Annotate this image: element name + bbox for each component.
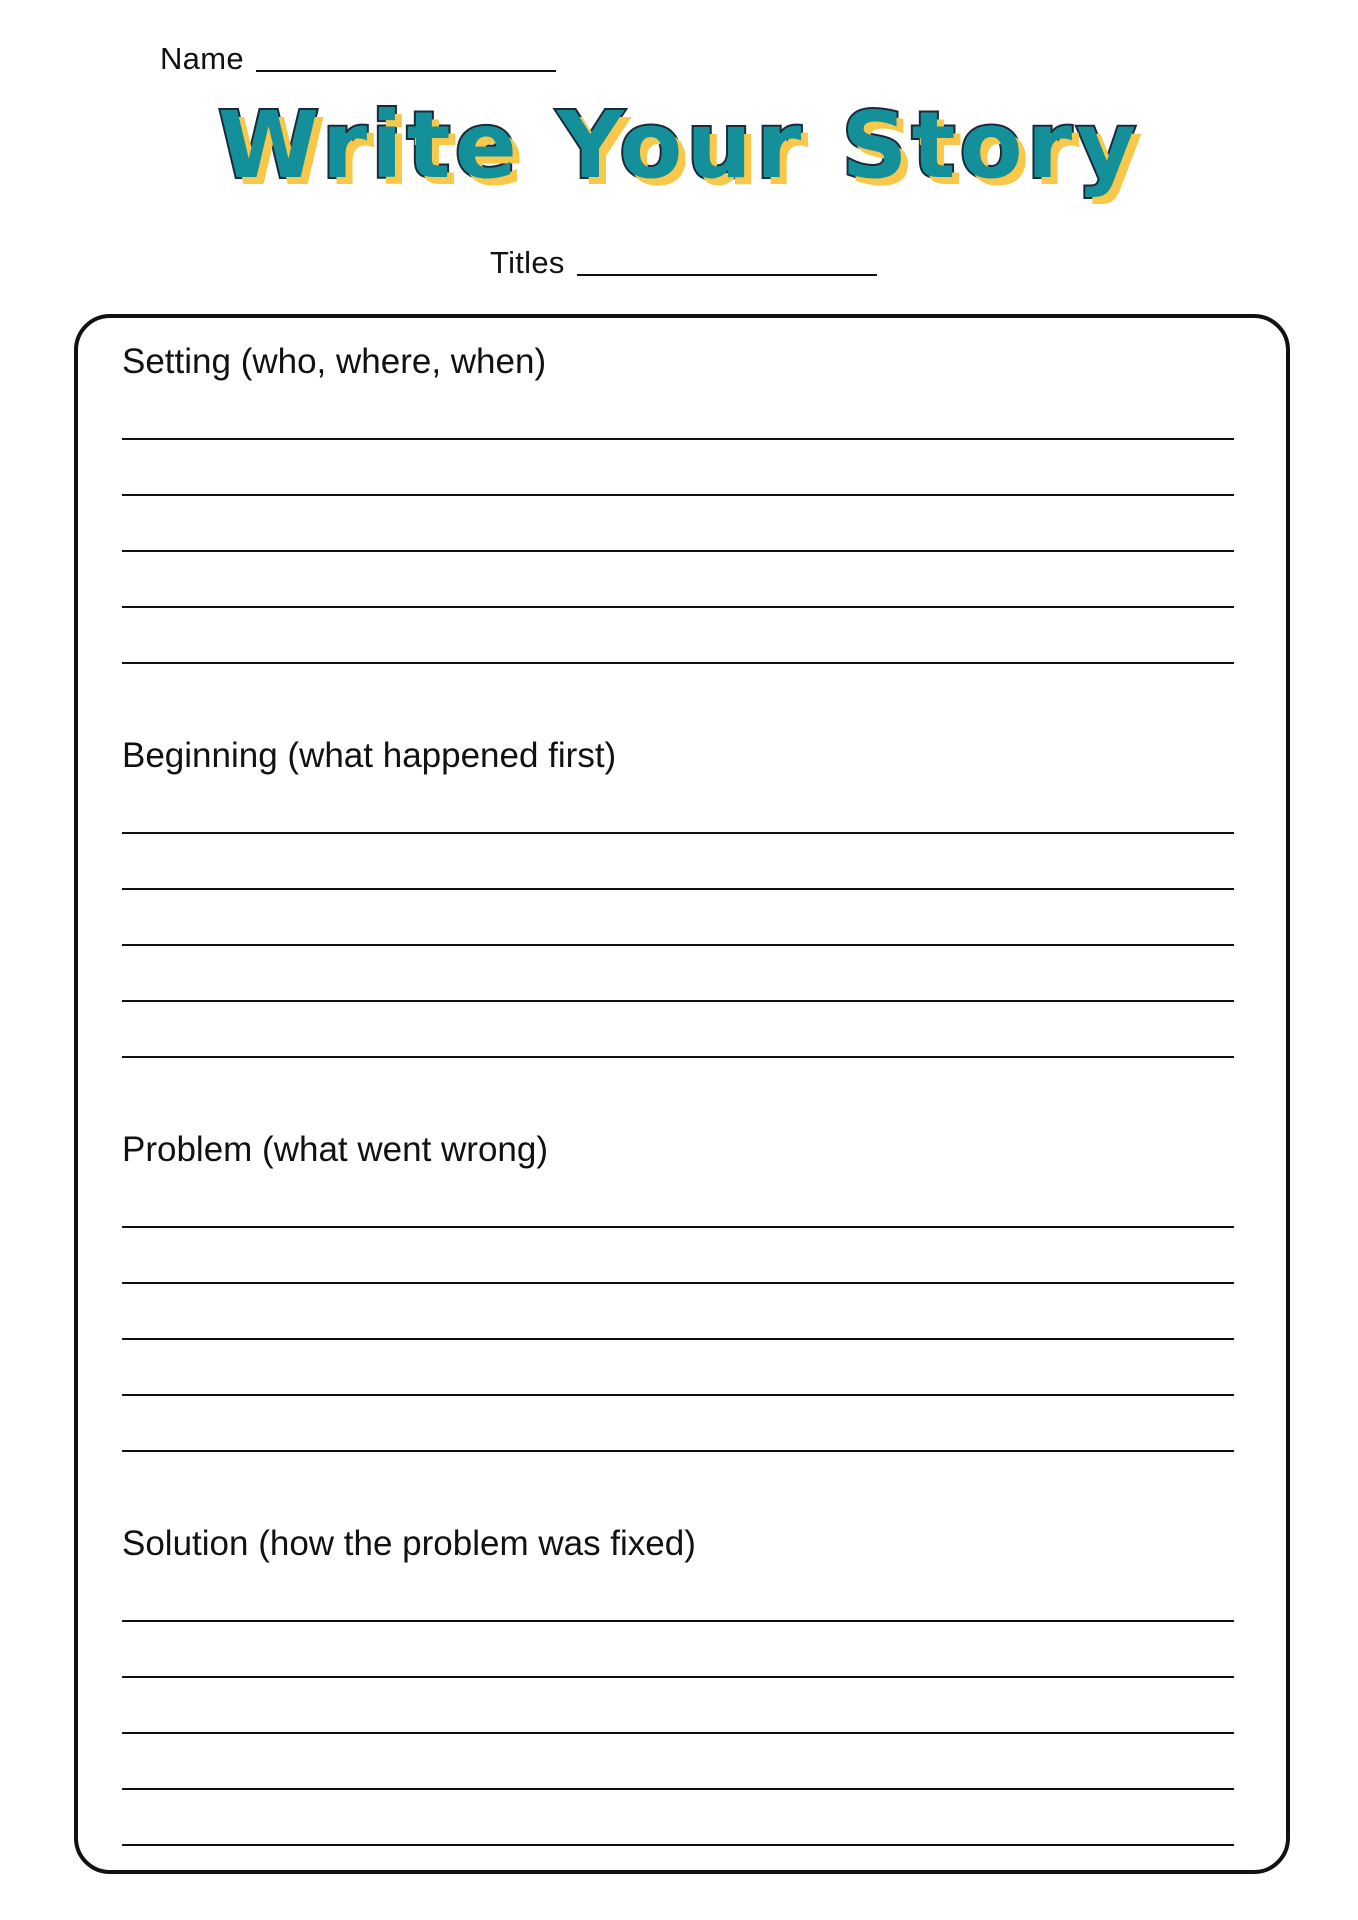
- writing-line[interactable]: [122, 944, 1234, 946]
- writing-line[interactable]: [122, 550, 1234, 552]
- writing-line[interactable]: [122, 1732, 1234, 1734]
- writing-line[interactable]: [122, 1788, 1234, 1790]
- name-blank-line[interactable]: [256, 70, 556, 72]
- writing-line[interactable]: [122, 888, 1234, 890]
- section-label: Solution (how the problem was fixed): [122, 1524, 696, 1563]
- section-label: Problem (what went wrong): [122, 1130, 548, 1169]
- writing-line[interactable]: [122, 662, 1234, 664]
- section-problem: [122, 1106, 1234, 1486]
- writing-line[interactable]: [122, 1620, 1234, 1622]
- story-box: [74, 314, 1290, 1874]
- title-container: [0, 92, 1358, 199]
- name-label: Name: [160, 41, 244, 76]
- writing-line[interactable]: [122, 1338, 1234, 1340]
- titles-blank-line[interactable]: [577, 274, 877, 276]
- section-setting: [122, 318, 1234, 698]
- writing-line[interactable]: [122, 1282, 1234, 1284]
- titles-label: Titles: [490, 245, 565, 280]
- writing-line[interactable]: [122, 494, 1234, 496]
- section-beginning: [122, 712, 1234, 1092]
- section-solution: [122, 1500, 1234, 1880]
- writing-line[interactable]: [122, 1676, 1234, 1678]
- section-label: Setting (who, where, when): [122, 342, 547, 381]
- writing-line[interactable]: [122, 606, 1234, 608]
- writing-line[interactable]: [122, 438, 1234, 440]
- writing-line[interactable]: [122, 1844, 1234, 1846]
- writing-line[interactable]: [122, 832, 1234, 834]
- section-label: Beginning (what happened first): [122, 736, 617, 775]
- writing-line[interactable]: [122, 1226, 1234, 1228]
- writing-line[interactable]: [122, 1000, 1234, 1002]
- writing-line[interactable]: [122, 1394, 1234, 1396]
- worksheet-title: Write Your Story: [217, 92, 1141, 199]
- writing-line[interactable]: [122, 1450, 1234, 1452]
- titles-field: [490, 238, 877, 278]
- writing-line[interactable]: [122, 1056, 1234, 1058]
- name-field: [160, 34, 556, 74]
